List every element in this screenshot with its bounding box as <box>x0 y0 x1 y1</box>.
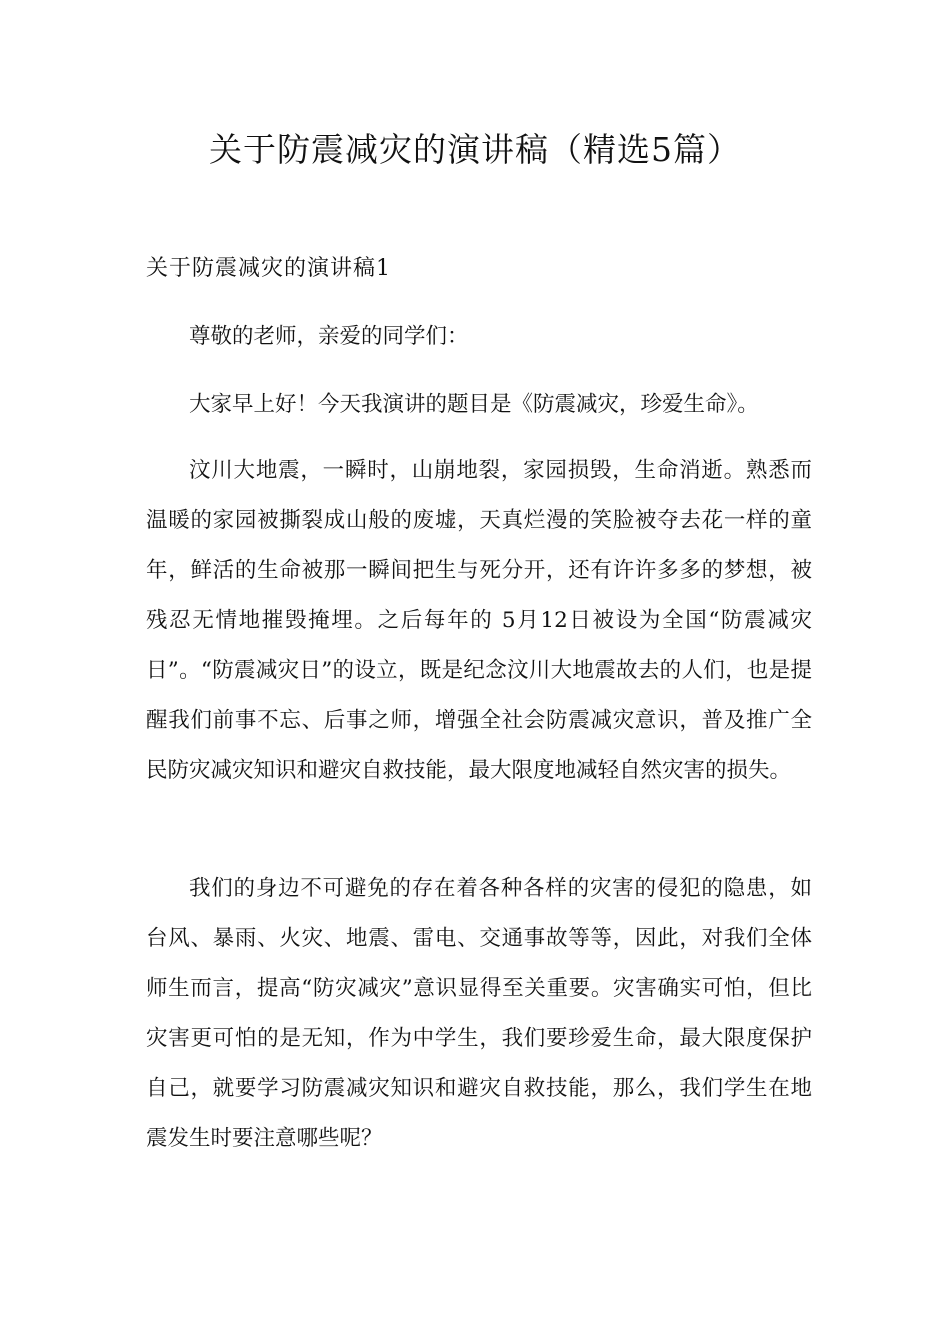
paragraph-hazards: 我们的身边不可避免的存在着各种各样的灾害的侵犯的隐患，如台风、暴雨、火灾、地震、雷电、交通事故等等，因此，对我们全体师生而言，提高“防灾减灾”意识显得至关重要。灾害确实可怕，但比灾害更可怕的是无知，作为中学生，我们要珍爱生命，最大限度保护自己，就要学习防震减灾知识和避灾自救技能，那么，我们学生在地震发生时要注意哪些呢？ <box>146 876 812 1151</box>
document-title: 关于防震减灾的演讲稿（精选5篇） <box>209 130 741 169</box>
paragraph-wenchuan: 汶川大地震，一瞬时，山崩地裂，家园损毁，生命消逝。熟悉而温暖的家园被撕裂成山般的废墟，天真烂漫的笑脸被夺去花一样的童年，鲜活的生命被那一瞬间把生与死分开，还有许许多多的梦想，被残忍无情地摧毁掩埋。之后每年的 5月12日被设为全国“防震减灾日”。“防震减灾日”的设立，既是纪念汶川大地震故去的人们，也是提醒我们前事不忘、后事之师，增强全社会防震减灾意识，普及推广全民防灾减灾知识和避灾自救技能，最大限度地减轻自然灾害的损失。 <box>146 458 812 783</box>
paragraph-opening: 大家早上好！今天我演讲的题目是《防震减灾，珍爱生命》。 <box>189 392 759 417</box>
paragraph-greeting: 尊敬的老师，亲爱的同学们： <box>189 324 469 349</box>
section-heading: 关于防震减灾的演讲稿1 <box>146 256 391 281</box>
